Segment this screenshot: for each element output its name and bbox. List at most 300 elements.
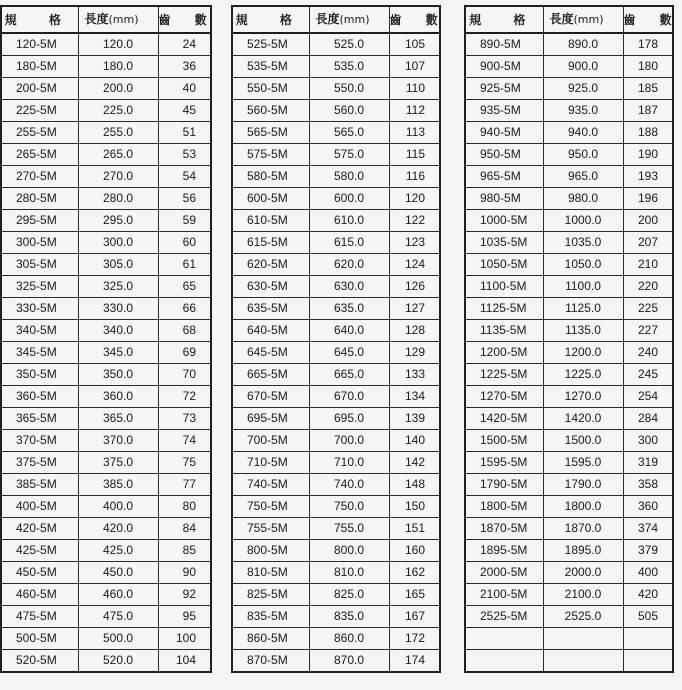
table-row	[465, 56, 673, 78]
spec-cell: 635-5M	[232, 298, 309, 320]
table-body	[1, 33, 211, 672]
spec-cell	[465, 628, 543, 650]
table-body	[465, 33, 673, 672]
table-row	[465, 100, 673, 122]
table-row	[232, 408, 440, 430]
teeth-cell: 188	[623, 122, 673, 144]
spec-cell: 2000-5M	[465, 562, 543, 584]
spec-cell: 360-5M	[1, 386, 78, 408]
teeth-cell: 165	[389, 584, 440, 606]
teeth-cell: 162	[389, 562, 440, 584]
spec-cell: 525-5M	[232, 33, 309, 56]
spec-cell: 1100-5M	[465, 276, 543, 298]
spec-cell: 740-5M	[232, 474, 309, 496]
teeth-cell: 254	[623, 386, 673, 408]
length-header-label: 長度	[549, 12, 574, 26]
length-cell: 1870.0	[543, 518, 623, 540]
teeth-cell: 56	[158, 188, 211, 210]
spec-cell: 565-5M	[232, 122, 309, 144]
table-row	[1, 78, 211, 100]
table-row	[232, 144, 440, 166]
length-cell: 940.0	[543, 122, 623, 144]
teeth-cell: 59	[158, 210, 211, 232]
table-row	[465, 320, 673, 342]
spec-cell: 265-5M	[1, 144, 78, 166]
table-row	[465, 562, 673, 584]
table-row	[465, 628, 673, 650]
length-cell: 710.0	[309, 452, 389, 474]
teeth-cell: 148	[389, 474, 440, 496]
teeth-cell: 123	[389, 232, 440, 254]
spec-table-col-3	[464, 5, 682, 673]
length-cell: 810.0	[309, 562, 389, 584]
length-cell: 365.0	[78, 408, 158, 430]
spec-cell: 425-5M	[1, 540, 78, 562]
length-cell: 330.0	[78, 298, 158, 320]
teeth-cell: 174	[389, 650, 440, 673]
spec-cell: 1125-5M	[465, 298, 543, 320]
spec-cell: 800-5M	[232, 540, 309, 562]
spec-cell: 965-5M	[465, 166, 543, 188]
length-cell: 460.0	[78, 584, 158, 606]
table-row	[1, 210, 211, 232]
table-row	[1, 56, 211, 78]
table-row	[232, 562, 440, 584]
teeth-cell: 45	[158, 100, 211, 122]
table-row	[1, 188, 211, 210]
length-cell: 270.0	[78, 166, 158, 188]
teeth-cell: 190	[623, 144, 673, 166]
table-row	[232, 56, 440, 78]
spec-cell: 750-5M	[232, 496, 309, 518]
spec-cell: 1800-5M	[465, 496, 543, 518]
length-cell: 700.0	[309, 430, 389, 452]
table-row	[232, 232, 440, 254]
teeth-cell: 200	[623, 210, 673, 232]
table-row	[232, 606, 440, 628]
length-header-label: 長度	[315, 12, 340, 26]
teeth-cell: 60	[158, 232, 211, 254]
length-cell: 305.0	[78, 254, 158, 276]
length-cell: 370.0	[78, 430, 158, 452]
teeth-cell: 374	[623, 518, 673, 540]
teeth-cell: 319	[623, 452, 673, 474]
table-row	[232, 474, 440, 496]
table-row	[1, 298, 211, 320]
length-cell: 925.0	[543, 78, 623, 100]
spec-cell: 325-5M	[1, 276, 78, 298]
spec-cell: 600-5M	[232, 188, 309, 210]
table-row	[465, 496, 673, 518]
length-cell: 300.0	[78, 232, 158, 254]
spec-cell: 200-5M	[1, 78, 78, 100]
table-body	[232, 33, 440, 672]
length-cell: 935.0	[543, 100, 623, 122]
spec-cell: 340-5M	[1, 320, 78, 342]
spec-cell: 1500-5M	[465, 430, 543, 452]
spec-cell: 1035-5M	[465, 232, 543, 254]
table-row	[465, 606, 673, 628]
length-header	[309, 6, 389, 33]
teeth-cell: 167	[389, 606, 440, 628]
table-row	[232, 188, 440, 210]
spec-cell	[465, 650, 543, 673]
teeth-cell: 160	[389, 540, 440, 562]
teeth-cell: 66	[158, 298, 211, 320]
teeth-cell: 150	[389, 496, 440, 518]
length-cell: 1135.0	[543, 320, 623, 342]
spec-cell: 950-5M	[465, 144, 543, 166]
teeth-cell: 95	[158, 606, 211, 628]
table-row	[1, 386, 211, 408]
length-cell: 255.0	[78, 122, 158, 144]
length-header-unit: (mm)	[573, 13, 604, 26]
table-row	[465, 298, 673, 320]
spec-cell: 370-5M	[1, 430, 78, 452]
spec-table-col-2	[231, 5, 448, 673]
teeth-header: 齒 數	[389, 6, 440, 33]
table-row	[1, 628, 211, 650]
spec-cell: 610-5M	[232, 210, 309, 232]
table-row	[1, 606, 211, 628]
length-cell: 800.0	[309, 540, 389, 562]
table-row	[232, 364, 440, 386]
spec-cell: 305-5M	[1, 254, 78, 276]
spec-cell: 1270-5M	[465, 386, 543, 408]
table-row	[1, 474, 211, 496]
length-cell: 635.0	[309, 298, 389, 320]
teeth-cell: 84	[158, 518, 211, 540]
spec-header: 規 格	[465, 6, 543, 33]
length-header-label: 長度	[84, 12, 109, 26]
table-row	[465, 650, 673, 673]
teeth-cell: 128	[389, 320, 440, 342]
table-row	[465, 144, 673, 166]
teeth-cell: 69	[158, 342, 211, 364]
teeth-cell: 420	[623, 584, 673, 606]
spec-cell: 900-5M	[465, 56, 543, 78]
table-row	[465, 386, 673, 408]
spec-cell: 350-5M	[1, 364, 78, 386]
teeth-cell: 61	[158, 254, 211, 276]
teeth-cell: 139	[389, 408, 440, 430]
table-row	[465, 166, 673, 188]
length-cell: 1500.0	[543, 430, 623, 452]
table-row	[465, 188, 673, 210]
teeth-cell: 180	[623, 56, 673, 78]
length-cell: 225.0	[78, 100, 158, 122]
teeth-cell: 116	[389, 166, 440, 188]
length-cell: 825.0	[309, 584, 389, 606]
spec-cell: 520-5M	[1, 650, 78, 673]
teeth-cell: 245	[623, 364, 673, 386]
teeth-cell: 80	[158, 496, 211, 518]
length-cell: 525.0	[309, 33, 389, 56]
teeth-cell: 68	[158, 320, 211, 342]
table-row	[465, 78, 673, 100]
spec-cell: 835-5M	[232, 606, 309, 628]
length-cell: 360.0	[78, 386, 158, 408]
length-cell: 1125.0	[543, 298, 623, 320]
table-row	[465, 518, 673, 540]
spec-cell: 1200-5M	[465, 342, 543, 364]
spec-cell: 1135-5M	[465, 320, 543, 342]
length-cell: 180.0	[78, 56, 158, 78]
table-row	[465, 33, 673, 56]
table-row	[232, 452, 440, 474]
spec-cell: 225-5M	[1, 100, 78, 122]
teeth-cell: 196	[623, 188, 673, 210]
length-cell: 1200.0	[543, 342, 623, 364]
table-row	[1, 408, 211, 430]
spec-cell: 1000-5M	[465, 210, 543, 232]
spec-cell: 640-5M	[232, 320, 309, 342]
length-cell: 280.0	[78, 188, 158, 210]
table-row	[232, 78, 440, 100]
spec-cell: 665-5M	[232, 364, 309, 386]
spec-cell: 890-5M	[465, 33, 543, 56]
table-row	[1, 540, 211, 562]
table-row	[1, 518, 211, 540]
length-cell: 835.0	[309, 606, 389, 628]
header-row	[232, 6, 440, 33]
teeth-cell: 24	[158, 33, 211, 56]
teeth-cell: 505	[623, 606, 673, 628]
length-cell: 425.0	[78, 540, 158, 562]
table-row	[232, 342, 440, 364]
spec-cell: 1420-5M	[465, 408, 543, 430]
spec-cell: 695-5M	[232, 408, 309, 430]
length-cell: 615.0	[309, 232, 389, 254]
spec-cell: 1595-5M	[465, 452, 543, 474]
spec-cell: 460-5M	[1, 584, 78, 606]
length-cell: 890.0	[543, 33, 623, 56]
spec-cell: 1225-5M	[465, 364, 543, 386]
length-header-unit: (mm)	[339, 13, 370, 26]
length-cell: 965.0	[543, 166, 623, 188]
teeth-cell: 54	[158, 166, 211, 188]
spec-cell: 940-5M	[465, 122, 543, 144]
table-row	[465, 232, 673, 254]
teeth-cell: 227	[623, 320, 673, 342]
teeth-cell: 360	[623, 496, 673, 518]
table-row	[232, 584, 440, 606]
length-cell: 1420.0	[543, 408, 623, 430]
spec-header: 規 格	[1, 6, 78, 33]
teeth-cell: 124	[389, 254, 440, 276]
spec-cell: 255-5M	[1, 122, 78, 144]
length-cell: 295.0	[78, 210, 158, 232]
table-row	[232, 33, 440, 56]
spec-cell: 2100-5M	[465, 584, 543, 606]
spec-cell: 330-5M	[1, 298, 78, 320]
length-cell: 870.0	[309, 650, 389, 673]
spec-cell: 120-5M	[1, 33, 78, 56]
teeth-cell: 185	[623, 78, 673, 100]
length-cell	[543, 628, 623, 650]
spec-cell: 980-5M	[465, 188, 543, 210]
table-row	[232, 496, 440, 518]
length-cell: 640.0	[309, 320, 389, 342]
table-row	[465, 474, 673, 496]
spec-cell: 710-5M	[232, 452, 309, 474]
teeth-cell: 110	[389, 78, 440, 100]
length-cell: 560.0	[309, 100, 389, 122]
length-cell: 1035.0	[543, 232, 623, 254]
teeth-cell: 72	[158, 386, 211, 408]
spec-cell: 860-5M	[232, 628, 309, 650]
table-row	[232, 100, 440, 122]
length-cell: 750.0	[309, 496, 389, 518]
spec-cell: 1895-5M	[465, 540, 543, 562]
teeth-cell: 284	[623, 408, 673, 430]
length-cell: 575.0	[309, 144, 389, 166]
length-cell	[543, 650, 623, 673]
length-cell: 630.0	[309, 276, 389, 298]
length-cell: 740.0	[309, 474, 389, 496]
teeth-cell: 210	[623, 254, 673, 276]
teeth-cell: 178	[623, 33, 673, 56]
teeth-cell: 151	[389, 518, 440, 540]
length-cell: 500.0	[78, 628, 158, 650]
length-cell: 1270.0	[543, 386, 623, 408]
table-row	[232, 210, 440, 232]
teeth-cell: 207	[623, 232, 673, 254]
teeth-cell: 90	[158, 562, 211, 584]
teeth-cell: 73	[158, 408, 211, 430]
teeth-header: 齒 數	[158, 6, 211, 33]
teeth-cell: 65	[158, 276, 211, 298]
length-cell: 1595.0	[543, 452, 623, 474]
length-cell: 1895.0	[543, 540, 623, 562]
table-row	[232, 430, 440, 452]
spec-cell: 180-5M	[1, 56, 78, 78]
length-cell: 980.0	[543, 188, 623, 210]
table-row	[465, 584, 673, 606]
table-row	[232, 628, 440, 650]
spec-cell: 615-5M	[232, 232, 309, 254]
length-cell: 325.0	[78, 276, 158, 298]
teeth-cell: 115	[389, 144, 440, 166]
length-cell: 120.0	[78, 33, 158, 56]
teeth-cell: 107	[389, 56, 440, 78]
teeth-cell	[623, 628, 673, 650]
table-row	[232, 122, 440, 144]
table-row	[1, 342, 211, 364]
length-header-unit: (mm)	[108, 13, 139, 26]
length-cell: 1800.0	[543, 496, 623, 518]
spec-cell: 575-5M	[232, 144, 309, 166]
table-row	[1, 562, 211, 584]
table-row	[232, 386, 440, 408]
teeth-cell: 133	[389, 364, 440, 386]
spec-cell: 1790-5M	[465, 474, 543, 496]
spec-cell: 645-5M	[232, 342, 309, 364]
teeth-cell: 358	[623, 474, 673, 496]
table-row	[1, 254, 211, 276]
table-row	[465, 408, 673, 430]
length-cell: 385.0	[78, 474, 158, 496]
spec-cell: 630-5M	[232, 276, 309, 298]
table-row	[232, 320, 440, 342]
table-row	[1, 122, 211, 144]
spec-cell: 535-5M	[232, 56, 309, 78]
spec-cell: 385-5M	[1, 474, 78, 496]
length-cell: 535.0	[309, 56, 389, 78]
table-row	[1, 364, 211, 386]
table-row	[1, 452, 211, 474]
spec-cell: 375-5M	[1, 452, 78, 474]
length-cell: 1050.0	[543, 254, 623, 276]
table-row	[1, 232, 211, 254]
table-row	[1, 33, 211, 56]
length-cell: 450.0	[78, 562, 158, 584]
table-row	[1, 430, 211, 452]
teeth-cell: 36	[158, 56, 211, 78]
teeth-cell: 53	[158, 144, 211, 166]
table-row	[465, 254, 673, 276]
table-row	[1, 496, 211, 518]
table-row	[232, 518, 440, 540]
spec-cell: 925-5M	[465, 78, 543, 100]
spec-cell: 620-5M	[232, 254, 309, 276]
length-cell: 950.0	[543, 144, 623, 166]
length-cell: 1225.0	[543, 364, 623, 386]
length-cell: 375.0	[78, 452, 158, 474]
table-row	[232, 276, 440, 298]
spec-cell: 1870-5M	[465, 518, 543, 540]
spec-cell: 935-5M	[465, 100, 543, 122]
table-row	[1, 584, 211, 606]
length-cell: 200.0	[78, 78, 158, 100]
spec-cell: 700-5M	[232, 430, 309, 452]
teeth-cell: 187	[623, 100, 673, 122]
length-cell: 565.0	[309, 122, 389, 144]
length-cell: 1790.0	[543, 474, 623, 496]
table-row	[1, 650, 211, 673]
spec-cell: 400-5M	[1, 496, 78, 518]
teeth-cell: 122	[389, 210, 440, 232]
spec-cell: 870-5M	[232, 650, 309, 673]
teeth-cell: 140	[389, 430, 440, 452]
spec-cell: 825-5M	[232, 584, 309, 606]
teeth-cell: 70	[158, 364, 211, 386]
spec-cell: 280-5M	[1, 188, 78, 210]
spec-cell: 1050-5M	[465, 254, 543, 276]
spec-cell: 580-5M	[232, 166, 309, 188]
length-cell: 610.0	[309, 210, 389, 232]
teeth-cell: 51	[158, 122, 211, 144]
table-row	[465, 276, 673, 298]
table-row	[1, 100, 211, 122]
length-cell: 755.0	[309, 518, 389, 540]
table-row	[465, 364, 673, 386]
teeth-cell: 40	[158, 78, 211, 100]
spec-table-col-1	[0, 5, 217, 673]
header-row	[465, 6, 673, 33]
length-cell: 1100.0	[543, 276, 623, 298]
teeth-cell: 92	[158, 584, 211, 606]
length-cell: 695.0	[309, 408, 389, 430]
spec-cell: 2525-5M	[465, 606, 543, 628]
length-cell: 2000.0	[543, 562, 623, 584]
teeth-cell: 220	[623, 276, 673, 298]
length-cell: 900.0	[543, 56, 623, 78]
table-row	[232, 650, 440, 673]
length-cell: 340.0	[78, 320, 158, 342]
length-header	[78, 6, 158, 33]
teeth-cell: 120	[389, 188, 440, 210]
